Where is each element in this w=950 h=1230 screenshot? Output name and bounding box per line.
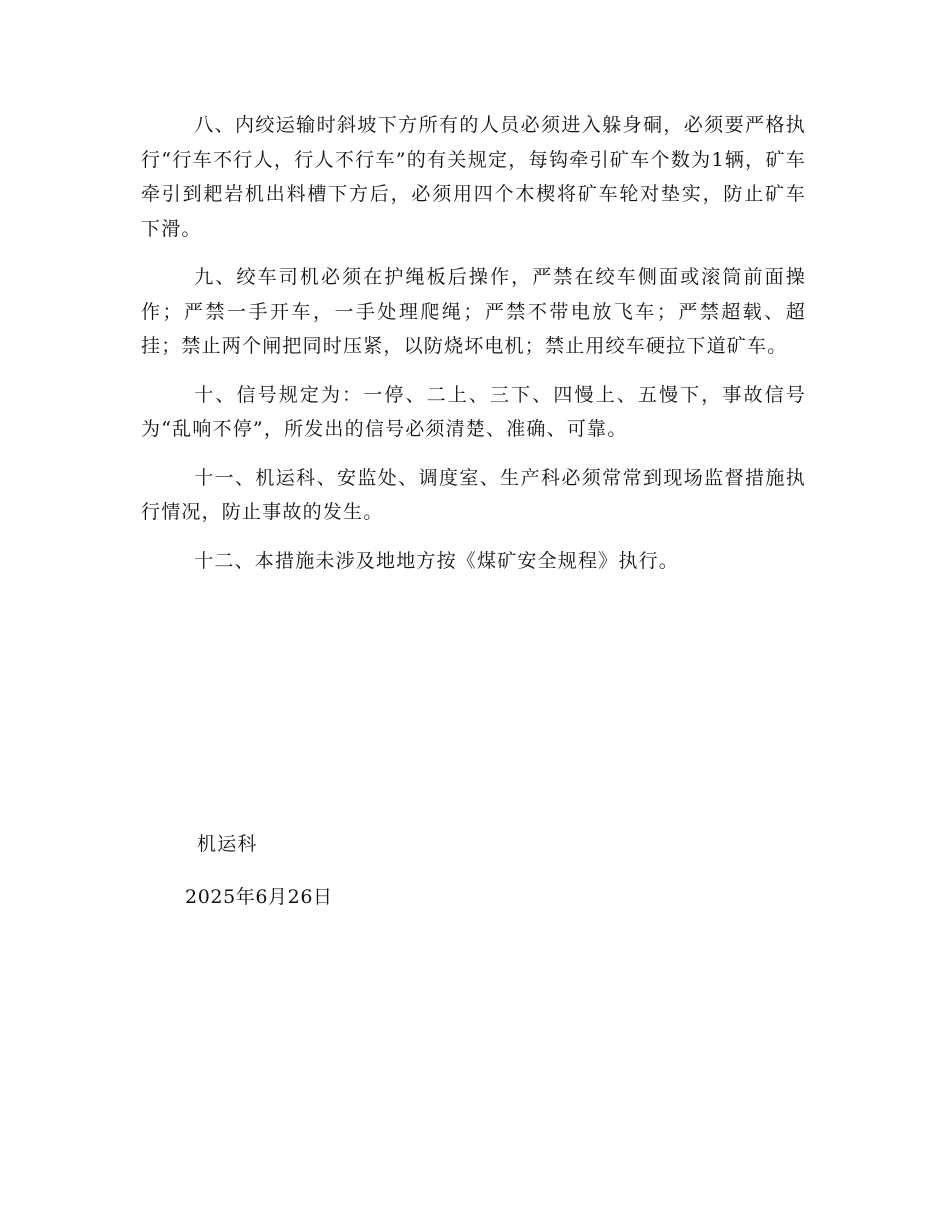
paragraph-ten: 十、信号规定为：一停、二上、三下、四慢上、五慢下，事故信号为“乱响不停”，所发出的信号必须清楚、准确、可靠。 [141, 383, 806, 440]
paragraph-nine: 九、绞车司机必须在护绳板后操作，严禁在绞车侧面或滚筒前面操作；严禁一手开车，一手处理爬绳；严禁不带电放飞车；严禁超载、超挂；禁止两个闸把同时压紧，以防烧坏电机；禁止用绞车硬拉下道矿车。 [141, 266, 806, 357]
paragraph-eleven: 十一、机运科、安监处、调度室、生产科必须常常到现场监督措施执行情况，防止事故的发生。 [141, 466, 806, 523]
paragraph-twelve: 十二、本措施未涉及地地方按《煤矿安全规程》执行。 [194, 549, 679, 572]
signature-date: 2025年6月26日 [185, 886, 333, 908]
paragraph-eight: 八、内绞运输时斜坡下方所有的人员必须进入躲身硐，必须要严格执行“行车不行人，行人不行车”的有关规定，每钩牵引矿车个数为1辆，矿车牵引到耙岩机出料槽下方后，必须用四个木楔将矿车轮对垫实，防止矿车下滑。 [141, 114, 806, 240]
signature-department: 机运科 [197, 833, 258, 855]
document-body [141, 108, 806, 592]
